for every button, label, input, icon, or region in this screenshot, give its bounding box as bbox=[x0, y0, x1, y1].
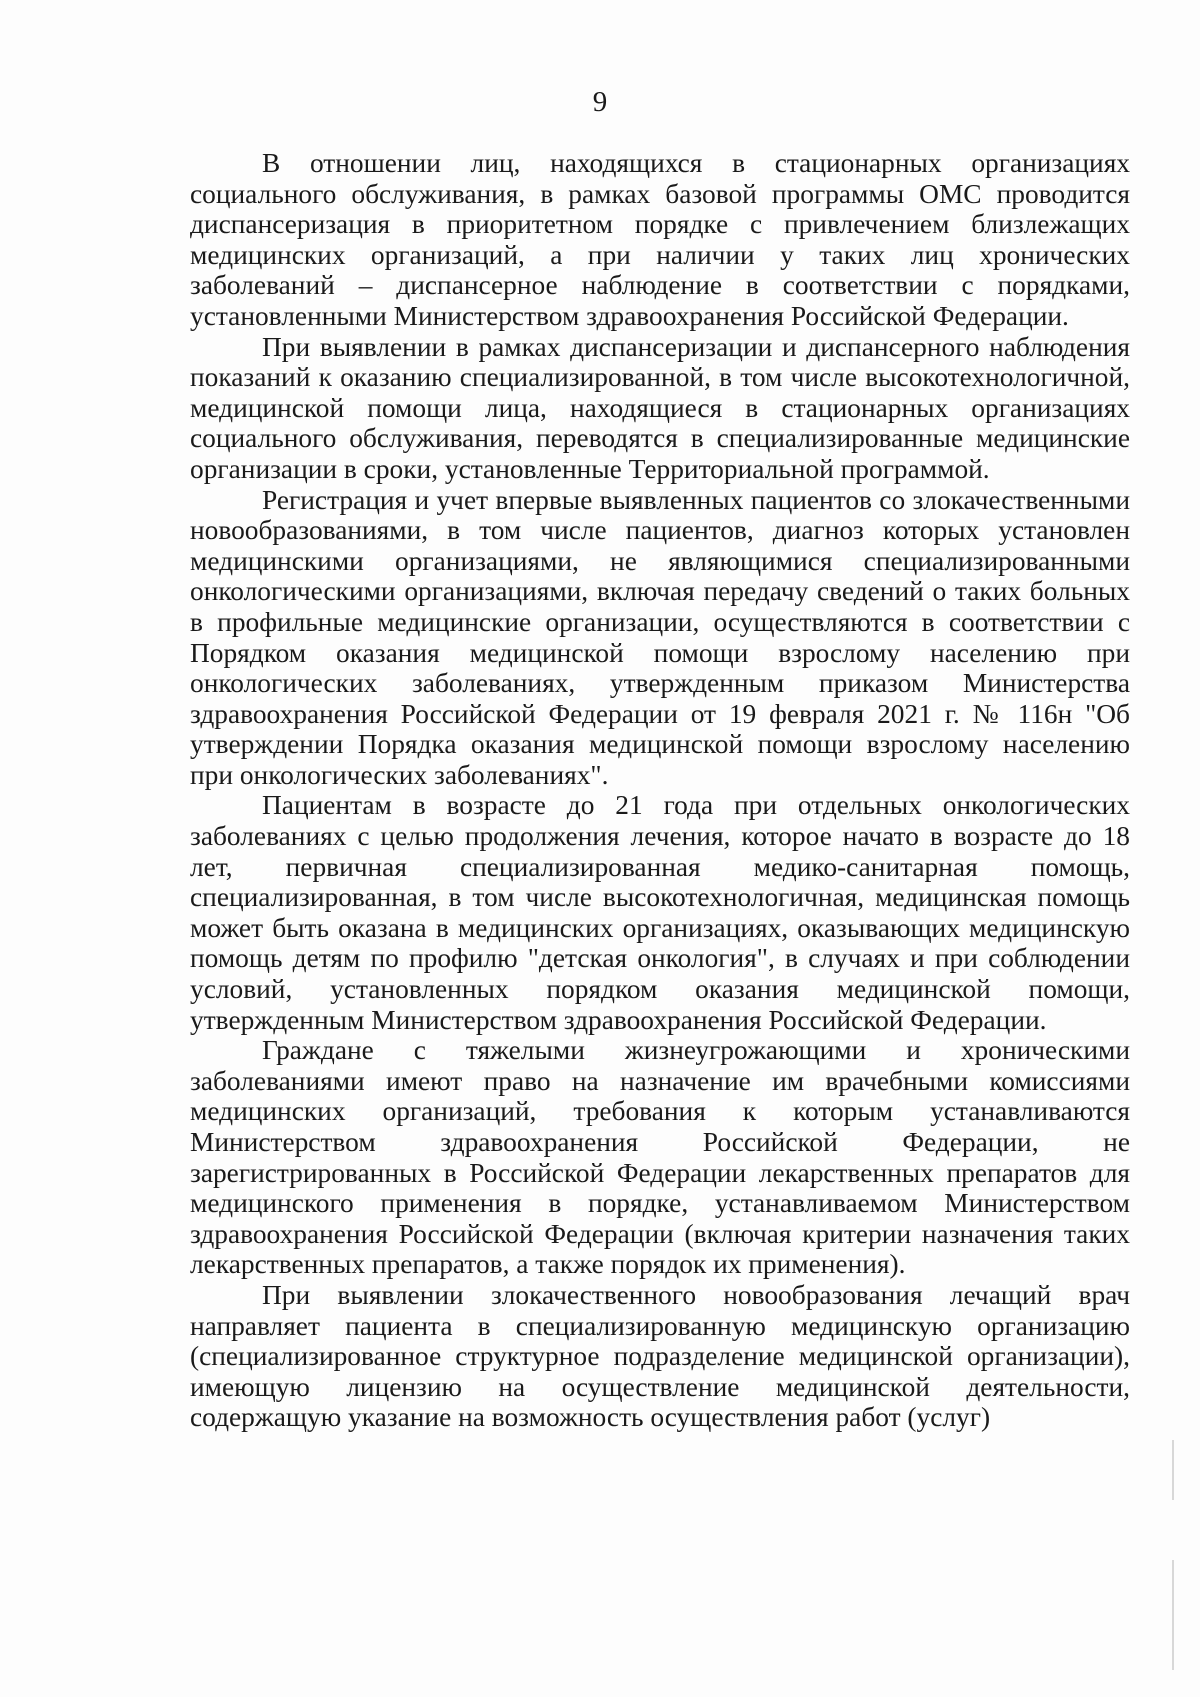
paragraph-transfer-specialized-care: При выявлении в рамках диспансеризации и диспансерного наблюдения показаний к оказанию специализированной, в том числе высокотехнологичной, медицинской помощи лица, находящиеся в стационарных организациях социального обслуживания, переводятся в специализированные медицинские организации в сроки, установленные Территориальной программой. bbox=[190, 331, 1130, 484]
paragraph-malignancy-referral: При выявлении злокачественного новообразования лечащий врач направляет пациента в специализированную медицинскую организацию (специализированное структурное подразделение медицинской организации), имеющую лицензию на осуществление медицинской деятельности, содержащую указание на возможность осуществления работ (услуг) bbox=[190, 1279, 1130, 1433]
scan-edge-mark bbox=[1172, 1440, 1174, 1500]
paragraph-oncology-registration: Регистрация и учет впервые выявленных пациентов со злокачественными новообразованиями, в том числе пациентов, диагноз которых установлен медицинскими организациями, не являющимися специализированными онкологическими организациями, включая передачу сведений о таких больных в профильные медицинские организации, осуществляются в соответствии с Порядком оказания медицинской помощи взрослому населению при онкологических заболеваниях, утвержденным приказом Министерства здравоохранения Российской Федерации от 19 февраля 2021 г. № 116н "Об утверждении Порядка оказания медицинской помощи взрослому населению при онкологических заболеваниях". bbox=[190, 484, 1130, 790]
paragraph-dispanserization-social-care: В отношении лиц, находящихся в стационарных организациях социального обслуживания, в рамках базовой программы ОМС проводится диспансеризация в приоритетном порядке с привлечением близлежащих медицинских организаций, а при наличии у таких лиц хронических заболеваний – диспансерное наблюдение в соответствии с порядками, установленными Министерством здравоохранения Российской Федерации. bbox=[190, 148, 1130, 331]
page-number: 9 bbox=[592, 86, 608, 118]
paragraph-patients-under-21: Пациентам в возрасте до 21 года при отдельных онкологических заболеваниях с целью продолжения лечения, которое начато в возрасте до 18 лет, первичная специализированная медико-санитарная помощь, специализированная, в том числе высокотехнологичная, медицинская помощь может быть оказана в медицинских организациях, оказывающих медицинскую помощь детям по профилю "детская онкология", в случаях и при соблюдении условий, установленных порядком оказания медицинской помощи, утвержденным Министерством здравоохранения Российской Федерации. bbox=[190, 790, 1130, 1035]
scan-edge-mark bbox=[1172, 1560, 1174, 1670]
document-body bbox=[190, 148, 1130, 1433]
paragraph-unregistered-drugs: Граждане с тяжелыми жизнеугрожающими и хроническими заболеваниями имеют право на назначение им врачебными комиссиями медицинских организаций, требования к которым устанавливаются Министерством здравоохранения Российской Федерации, не зарегистрированных в Российской Федерации лекарственных препаратов для медицинского применения в порядке, устанавливаемом Министерством здравоохранения Российской Федерации (включая критерии назначения таких лекарственных препаратов, а также порядок их применения). bbox=[190, 1035, 1130, 1280]
